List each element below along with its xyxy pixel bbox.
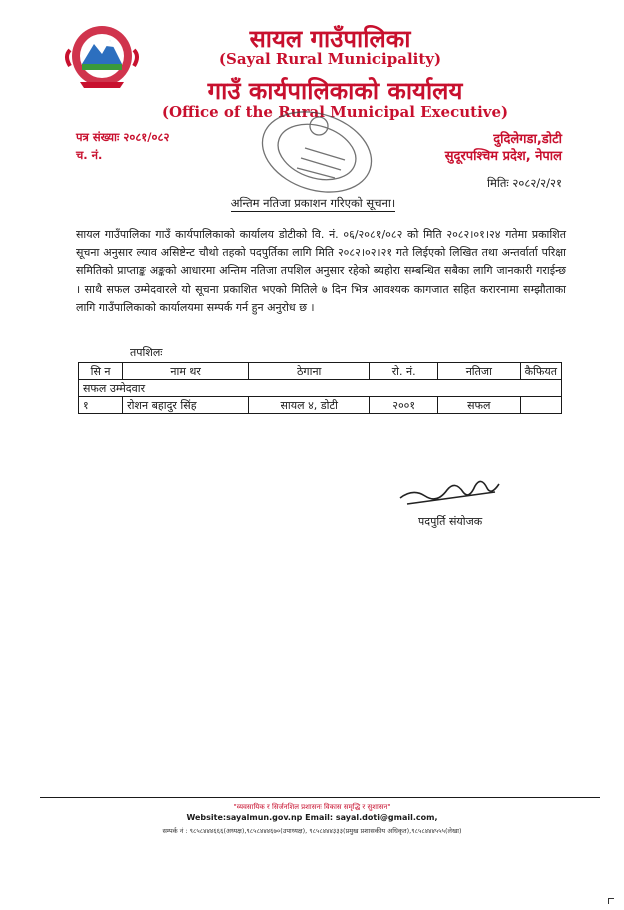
cell-result: सफल — [438, 397, 520, 414]
municipality-name-en: (Sayal Rural Municipality) — [218, 50, 442, 68]
section-row — [79, 380, 562, 397]
office-stamp-icon — [255, 108, 380, 196]
letter-date: मितिः २०८२/२/२१ — [487, 176, 562, 190]
notice-body: सायल गाउँपालिका गाउँ कार्यपालिकाको कार्यालय डोटीको वि. नं. ०६/२०८१/०८२ को मिति २०८२।०१।२४ गतेमा प्रकाशित सूचना अनुसार ल्याव असिष्टेन्ट चौथो तहको पदपुर्तिका लागि मिति २०८२।०२।२१ गते लिईएको लिखित तथा अन्तर्वार्ता परिक्षा समितिको प्राप्ताङ्क अङ्कको आधारमा अन्तिम नतिजा तपशिल अनुसार रहेको ब्यहोरा सम्बन्धित सबैका लागि जानकारी गराईन्छ । साथै सफल उम्मेदवारले यो सूचना प्रकाशित भएको मितिले ७ दिन भित्र आवश्यक कागजात सहित करारनामा सम्झौताका लागि गाउँपालिकाको कार्यालयमा सम्पर्क गर्न हुन अनुरोध छ । — [76, 228, 566, 314]
signature-icon — [395, 470, 510, 510]
header-address: ठेगाना — [249, 363, 370, 380]
table-caption: तपशिलः — [130, 346, 163, 359]
results-table — [78, 362, 562, 414]
table-row — [79, 397, 562, 414]
cell-roll: २००१ — [370, 397, 438, 414]
cell-serial: १ — [79, 397, 123, 414]
address-line-1: दुदिलेगडा,डोटी — [493, 132, 562, 147]
cell-remarks — [520, 397, 561, 414]
office-name-en: (Office of the Rural Municipal Executive) — [161, 103, 509, 121]
signatory-title: पदपुर्ति संयोजक — [418, 515, 483, 528]
reference-number: पत्र संख्याः २०८१/०८२ — [76, 130, 170, 144]
notice-subject: अन्तिम नतिजा प्रकाशन गरिएको सूचना। — [230, 196, 396, 210]
header-serial: सि न — [79, 363, 123, 380]
footer-divider — [40, 797, 600, 798]
corner-mark — [608, 898, 614, 904]
table-header-row — [79, 363, 562, 380]
municipality-name-np: सायल गाउँपालिका — [249, 25, 411, 53]
footer-slogan: "व्यवसायिक र सिर्जनशिल प्रशासनः विकास समृद्धि र सुशासन" — [233, 803, 391, 811]
office-name-np: गाउँ कार्यपालिकाको कार्यालय — [207, 77, 463, 105]
dispatch-number: च. नं. — [76, 148, 103, 162]
header-roll: रो. नं. — [370, 363, 438, 380]
header-remarks: कैफियत — [520, 363, 561, 380]
section-label: सफल उम्मेदवार — [79, 380, 562, 397]
address-line-2: सुदूरपश्चिम प्रदेश, नेपाल — [444, 149, 562, 164]
cell-address: सायल ४, डोटी — [249, 397, 370, 414]
footer-phones: सम्पर्क नं : ९८५८४४४६६६(अध्यक्ष),९८५८४४४६७०(उपाध्यक्ष), ९८५८४४४३३३(प्रमुख प्रशासकीय अधिकृत),९८५८४४४५५५(लेखा) — [162, 827, 462, 835]
cell-name: रोशन बहादुर सिंह — [123, 397, 249, 414]
header-name: नाम थर — [123, 363, 249, 380]
footer-contact: Website:sayalmun.gov.np Email: sayal.doti@gmail.com, — [186, 813, 438, 822]
header-result: नतिजा — [438, 363, 520, 380]
